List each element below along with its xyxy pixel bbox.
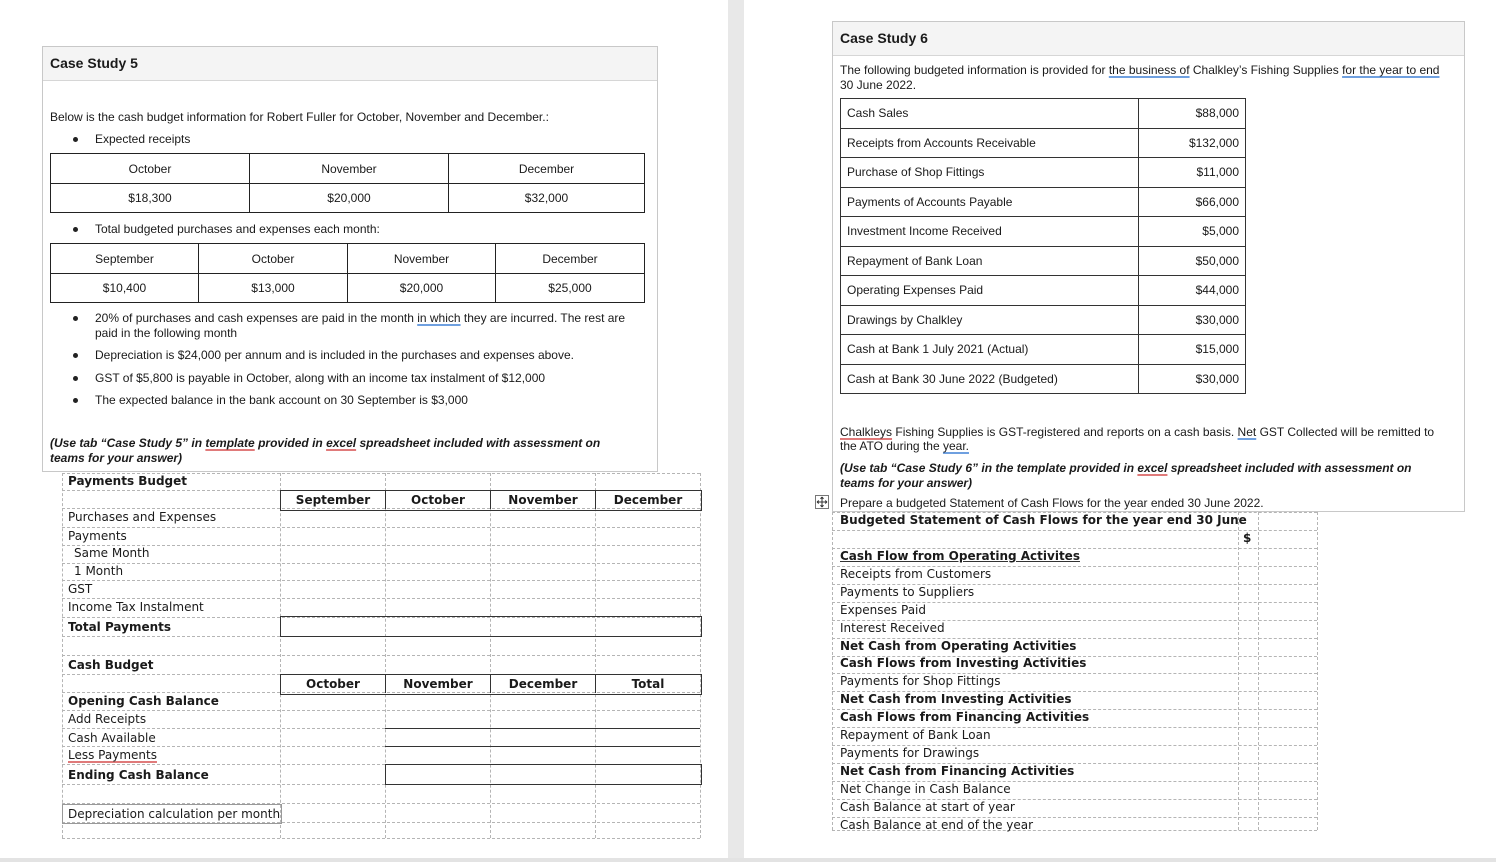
- cash-flow-row-label: Cash Flows from Financing Activities: [840, 710, 1090, 725]
- grammar-flag-net: Net: [1237, 425, 1257, 439]
- row-total-payments: Total Payments: [68, 620, 172, 634]
- sheet-gridline: [1317, 512, 1318, 830]
- sheet-gridline: [62, 473, 63, 838]
- spelling-flag-excel: excel: [1137, 461, 1168, 475]
- bullet-icon: [73, 353, 78, 358]
- budget-info-value: $30,000: [1139, 364, 1246, 394]
- case-study-5-intro: Below is the cash budget information for Robert Fuller for October, November and December.:: [50, 110, 549, 124]
- bullet-opening-balance: The expected balance in the bank account on 30 September is $3,000: [95, 393, 468, 407]
- budget-info-value: $15,000: [1139, 335, 1246, 365]
- budget-info-label: Cash Sales: [841, 99, 1139, 129]
- sheet-gridline: [62, 655, 700, 656]
- budget-info-value: $5,000: [1139, 217, 1246, 247]
- receipts-value: $20,000: [250, 184, 449, 213]
- payments-column-header: September: [295, 493, 371, 507]
- budget-info-row: [841, 364, 1246, 394]
- budget-info-row: [841, 246, 1246, 276]
- row-purchases-expenses: Purchases and Expenses: [68, 510, 217, 524]
- bullet-total-purchases: Total budgeted purchases and expenses each month:: [95, 222, 380, 236]
- cash-flow-row-label: Expenses Paid: [840, 602, 926, 617]
- sheet-gridline: [62, 563, 700, 564]
- budget-info-value: $66,000: [1139, 187, 1246, 217]
- cash-flow-row-label: Payments to Suppliers: [840, 584, 975, 599]
- payments-column-header: December: [613, 493, 683, 507]
- budget-info-label: Receipts from Accounts Receivable: [841, 128, 1139, 158]
- sheet-gridline: [1238, 512, 1239, 830]
- move-arrows-icon: [816, 496, 828, 508]
- cash-flow-row-label: Receipts from Customers: [840, 566, 992, 581]
- bullet-icon: [73, 227, 78, 232]
- bullet-icon: [73, 316, 78, 321]
- expected-receipts-table: [50, 153, 645, 213]
- page-gutter: [728, 0, 744, 862]
- gst-note-line2: [840, 439, 969, 453]
- cash-column-header: November: [403, 677, 473, 691]
- depreciation-border: [62, 804, 282, 824]
- bullet-icon: [73, 398, 78, 403]
- gst-note-text: the ATO during the: [840, 439, 943, 453]
- row-income-tax: Income Tax Instalment: [68, 600, 204, 614]
- table-move-handle[interactable]: [815, 495, 829, 509]
- row-ending-cash: Ending Cash Balance: [68, 768, 209, 782]
- cash-flow-row-label: Payments for Shop Fittings: [840, 674, 1001, 689]
- intro-text: The following budgeted information is provided for: [840, 63, 1109, 77]
- gst-note-text: GST Collected will be remitted to: [1256, 425, 1435, 439]
- row-cash-available: Cash Available: [68, 731, 156, 745]
- instruction-text: spreadsheet included with assessment on: [356, 436, 601, 450]
- purchases-value: $25,000: [496, 274, 645, 303]
- sheet-gridline: [62, 527, 700, 528]
- case-study-6-instruction: [840, 461, 1412, 475]
- case-study-5-instruction: [50, 436, 600, 450]
- purchases-month-header: October: [199, 244, 348, 274]
- payment-timing-line2: paid in the following month: [95, 326, 238, 340]
- bullet-depreciation: Depreciation is $24,000 per annum and is included in the purchases and expenses above.: [95, 348, 574, 362]
- budget-info-row: [841, 187, 1246, 217]
- cash-flow-row-label: Cash Flow from Operating Activites: [840, 549, 1080, 563]
- budget-info-row: [841, 158, 1246, 188]
- budget-info-value: $50,000: [1139, 246, 1246, 276]
- budget-info-label: Cash at Bank 30 June 2022 (Budgeted): [841, 364, 1139, 394]
- budget-info-label: Drawings by Chalkley: [841, 305, 1139, 335]
- budget-info-row: [841, 99, 1246, 129]
- bullet-gst: GST of $5,800 is payable in October, along with an income tax instalment of $12,000: [95, 371, 546, 385]
- instruction-text: (Use tab “Case Study 5” in: [50, 436, 206, 450]
- cash-flow-row-label: Net Cash from Financing Activities: [840, 763, 1075, 778]
- sheet-gridline: [62, 598, 700, 599]
- sheet-gridline: [62, 545, 700, 546]
- budget-info-table: [840, 98, 1246, 394]
- intro-text: Chalkley’s Fishing Supplies: [1189, 63, 1343, 77]
- cash-flow-row-label: Net Change in Cash Balance: [840, 781, 1011, 796]
- cash-column-header: October: [306, 677, 360, 691]
- budget-info-row: [841, 276, 1246, 306]
- payments-column-header: October: [411, 493, 465, 507]
- grammar-flag-business: the business of: [1108, 63, 1190, 77]
- budget-info-label: Operating Expenses Paid: [841, 276, 1139, 306]
- receipts-value: $18,300: [51, 184, 250, 213]
- total-payments-border: [280, 616, 702, 637]
- case-study-5-title: Case Study 5: [43, 47, 657, 81]
- sheet-gridline: [62, 710, 700, 711]
- case-study-6-instruction-line2: teams for your answer): [840, 476, 973, 490]
- cash-flow-row-label: Cash Flows from Investing Activities: [840, 656, 1087, 671]
- budget-info-label: Payments of Accounts Payable: [841, 187, 1139, 217]
- spelling-flag-chalkleys: Chalkleys: [840, 425, 893, 439]
- bullet-icon: [73, 376, 78, 381]
- cash-available-border: [385, 728, 700, 729]
- budget-info-row: [841, 305, 1246, 335]
- gst-note: [840, 425, 1434, 439]
- sheet-gridline: [832, 512, 833, 830]
- cash-flow-row-label: Cash Balance at start of year: [840, 799, 1015, 814]
- case-study-5-instruction-line2: teams for your answer): [50, 451, 183, 465]
- spelling-flag-excel: excel: [326, 436, 357, 450]
- receipts-value: $32,000: [449, 184, 645, 213]
- grammar-flag-year: for the year to end: [1342, 63, 1440, 77]
- budget-info-value: $44,000: [1139, 276, 1246, 306]
- cash-column-header: Total: [631, 677, 665, 691]
- sheet-gridline: [1258, 512, 1259, 830]
- purchases-value: $20,000: [348, 274, 496, 303]
- sheet-gridline: [62, 580, 700, 581]
- budget-info-label: Investment Income Received: [841, 217, 1139, 247]
- budget-info-row: [841, 128, 1246, 158]
- cash-flow-title: Budgeted Statement of Cash Flows for the year end 30 June: [840, 513, 1247, 527]
- sheet-gridline: [280, 473, 281, 838]
- window-bottom-strip: [0, 858, 1496, 862]
- cash-budget-title: Cash Budget: [68, 658, 154, 672]
- receipts-month-header: November: [250, 154, 449, 184]
- grammar-flag-year-end: year.: [942, 439, 969, 453]
- purchases-month-header: November: [348, 244, 496, 274]
- receipts-month-header: October: [51, 154, 250, 184]
- gst-note-text: Fishing Supplies is GST-registered and reports on a cash basis.: [892, 425, 1238, 439]
- spelling-flag-template: template: [205, 436, 255, 450]
- instruction-text: provided in: [254, 436, 327, 450]
- currency-header: $: [1243, 531, 1252, 545]
- grammar-flag-in-which: in which: [417, 311, 461, 325]
- budget-info-label: Cash at Bank 1 July 2021 (Actual): [841, 335, 1139, 365]
- row-depreciation: Depreciation calculation per month: [68, 807, 281, 821]
- sheet-gridline: [62, 838, 700, 839]
- cash-available-border: [385, 746, 700, 747]
- budget-info-label: Purchase of Shop Fittings: [841, 158, 1139, 188]
- purchases-value: $10,400: [51, 274, 199, 303]
- budget-info-label: Repayment of Bank Loan: [841, 246, 1139, 276]
- budget-info-row: [841, 217, 1246, 247]
- row-same-month: Same Month: [74, 546, 150, 560]
- cash-flow-row-label: Net Cash from Operating Activities: [840, 638, 1077, 653]
- row-less-payments: [68, 748, 157, 762]
- purchases-month-header: December: [496, 244, 645, 274]
- budget-info-value: $132,000: [1139, 128, 1246, 158]
- case-study-6-title: Case Study 6: [833, 22, 1464, 56]
- cash-flow-row-label: Repayment of Bank Loan: [840, 728, 991, 742]
- instruction-text: (Use tab “Case Study 6” in the template provided in: [840, 461, 1138, 475]
- row-payments: Payments: [68, 529, 127, 543]
- cash-column-header: December: [508, 677, 578, 691]
- ending-balance-border: [385, 764, 702, 785]
- bullet-icon: [73, 137, 78, 142]
- receipts-month-header: December: [449, 154, 645, 184]
- purchases-month-header: September: [51, 244, 199, 274]
- payment-timing-text: they are incurred. The rest are: [460, 311, 626, 325]
- purchases-value: $13,000: [199, 274, 348, 303]
- budget-info-value: $88,000: [1139, 99, 1246, 129]
- payments-column-header: November: [508, 493, 578, 507]
- row-gst: GST: [68, 582, 93, 596]
- case-study-6-intro: [840, 63, 1439, 77]
- cash-flow-row-label: Net Cash from Investing Activities: [840, 692, 1072, 707]
- budget-info-value: $30,000: [1139, 305, 1246, 335]
- payment-timing-text: 20% of purchases and cash expenses are paid in the month: [95, 311, 418, 325]
- budget-info-value: $11,000: [1139, 158, 1246, 188]
- instruction-text: spreadsheet included with assessment on: [1167, 461, 1412, 475]
- cash-flow-row-label: Cash Balance at end of the year: [840, 817, 1034, 832]
- row-opening-cash: Opening Cash Balance: [68, 694, 219, 708]
- purchases-expenses-table: [50, 243, 645, 303]
- bullet-payment-timing: [95, 311, 625, 325]
- budget-info-row: [841, 335, 1246, 365]
- case-study-6-task: Prepare a budgeted Statement of Cash Flows for the year ended 30 June 2022.: [840, 496, 1264, 510]
- case-study-6-intro-line2: 30 June 2022.: [840, 78, 917, 92]
- cash-flow-row-label: Interest Received: [840, 620, 945, 635]
- row-add-receipts: Add Receipts: [68, 712, 147, 726]
- bullet-expected-receipts: Expected receipts: [95, 132, 191, 146]
- row-one-month: 1 Month: [74, 564, 124, 578]
- payments-budget-title: Payments Budget: [68, 474, 188, 488]
- cash-flow-row-label: Payments for Drawings: [840, 745, 980, 760]
- less-payments-label: Less Payments: [68, 748, 157, 762]
